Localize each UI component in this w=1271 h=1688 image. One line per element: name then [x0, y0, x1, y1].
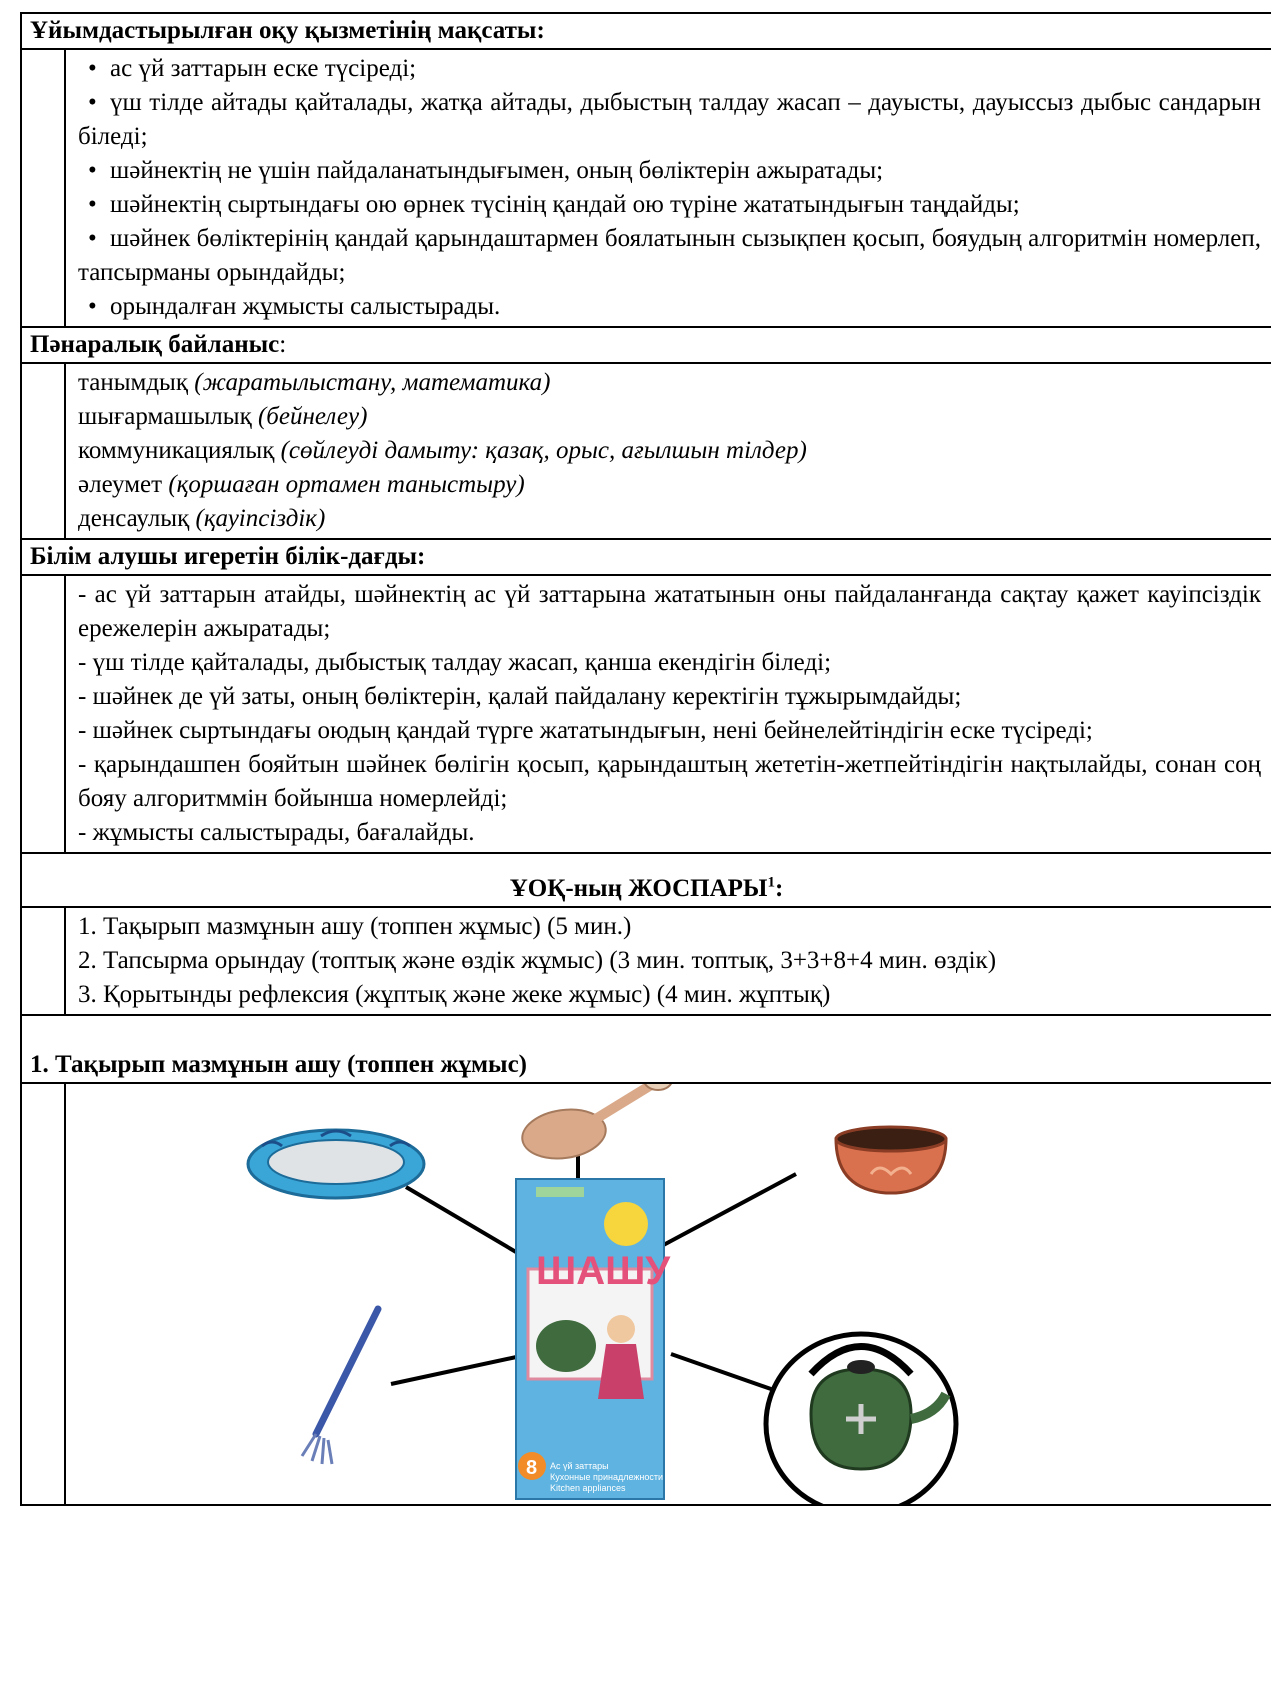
heading-colon: : — [774, 875, 784, 902]
interdisciplinary-item — [78, 434, 1261, 468]
skill-item: - шәйнек сыртындағы оюдың қандай түрге жататындығын, нені бейнелейтіндігін еске түсіреді; — [78, 717, 1093, 744]
skills-heading: Білім алушы игеретін білік-дағды: — [21, 539, 1271, 575]
book-title: ШАШУ — [536, 1249, 671, 1293]
item-detail: (сөйлеуді дамыту: қазақ, орыс, ағылшын тілдер) — [280, 437, 807, 464]
goal-item: • үш тілде айтады қайталады, жатқа айтады, дыбыстың талдау жасап – дауысты, дауыссыз дыбыс сандарын біледі; — [78, 86, 1261, 154]
skill-item: - жұмысты салыстырады, бағалайды. — [78, 819, 475, 846]
goal-item: • орындалған жұмысты салыстырады. — [78, 290, 1261, 324]
gutter-cell — [21, 49, 65, 327]
goals-list — [65, 49, 1271, 327]
section1-heading: 1. Тақырып мазмұнын ашу (топпен жұмыс) — [21, 1015, 1271, 1083]
teapot-icon — [766, 1334, 956, 1504]
interdisciplinary-item — [78, 468, 1261, 502]
gutter-cell — [21, 575, 65, 853]
plan-item: 1. Тақырып мазмұнын ашу (топпен жұмыс) (5 мин.) — [78, 913, 632, 940]
item-name: әлеумет — [78, 471, 169, 498]
plan-heading — [21, 853, 1271, 907]
skill-item: - шәйнек де үй заты, оның бөліктерін, қалай пайдалану керектігін тұжырымдайды; — [78, 683, 962, 710]
fork-icon — [302, 1309, 378, 1464]
plate-icon — [248, 1130, 424, 1198]
kitchen-items-figure — [65, 1083, 1271, 1505]
connector-line — [406, 1187, 516, 1252]
plan-item: 3. Қорытынды рефлексия (жұптық және жеке жұмыс) (4 мин. жұптық) — [78, 981, 831, 1008]
goal-item: • ас үй заттарын еске түсіреді; — [78, 52, 1261, 86]
skill-item: - ас үй заттарын атайды, шәйнектің ас үй заттарына жататынын оны пайдаланғанда сақтау қажет кауіпсіздік ережелерін ажыратады; — [78, 581, 1261, 642]
bowl-icon — [836, 1127, 946, 1193]
skill-item: - қарындашпен бояйтын шәйнек бөлігін қосып, қарындаштың жететін-жетпейтіндігін нақтылайды, сонан соң бояу алгоритммін бойынша номерлейді; — [78, 751, 1261, 812]
item-detail: (қауіпсіздік) — [195, 505, 326, 532]
goal-item: • шәйнек бөліктерінің қандай қарындаштармен боялатынын сызықпен қосып, бояудың алгоритмін номерлеп, тапсырманы орындайды; — [78, 222, 1261, 290]
item-name: шығармашылық — [78, 403, 258, 430]
gutter-cell — [21, 907, 65, 1015]
gutter-cell — [21, 1083, 65, 1505]
book-caption-en: Kitchen appliances — [550, 1483, 626, 1493]
interdisciplinary-heading-text: Пәнаралық байланыс — [30, 331, 280, 358]
goal-item: • шәйнектің не үшін пайдаланатындығымен, оның бөліктерін ажыратады; — [78, 154, 1261, 188]
item-detail: (бейнелеу) — [257, 403, 368, 430]
interdisciplinary-heading — [21, 327, 1271, 363]
footnote-marker: 1 — [767, 874, 775, 891]
book-number: 8 — [526, 1457, 538, 1479]
connector-line — [671, 1354, 771, 1389]
goal-item: • шәйнектің сыртындағы ою өрнек түсінің қандай ою түріне жататындығын таңдайды; — [78, 188, 1261, 222]
item-name: денсаулық — [78, 505, 196, 532]
item-name: коммуникациялық — [78, 437, 281, 464]
lesson-table — [20, 12, 1271, 1506]
book-caption-ru: Кухонные принадлежности — [550, 1472, 663, 1482]
kitchen-items-diagram — [66, 1084, 1271, 1504]
item-name: танымдық — [78, 369, 195, 396]
heading-colon: : — [279, 331, 287, 358]
skills-list — [65, 575, 1271, 853]
plan-heading-text: ҰОҚ-ның ЖОСПАРЫ — [509, 875, 768, 902]
book-cover-icon — [516, 1179, 671, 1499]
connector-line — [656, 1174, 796, 1249]
spoon-icon — [519, 1084, 672, 1164]
skill-item: - үш тілде қайталады, дыбыстық талдау жасап, қанша екендігін біледі; — [78, 649, 832, 676]
plan-item: 2. Тапсырма орындау (топтық және өздік жұмыс) (3 мин. топтық, 3+3+8+4 мин. өздік) — [78, 947, 997, 974]
plan-list — [65, 907, 1271, 1015]
interdisciplinary-item — [78, 502, 1261, 536]
goals-heading: Ұйымдастырылған оқу қызметінің мақсаты: — [21, 13, 1271, 49]
item-detail: (қоршаған ортамен таныстыру) — [168, 471, 525, 498]
item-detail: (жаратылыстану, математика) — [194, 369, 551, 396]
book-caption-kz: Ас үй заттары — [550, 1461, 609, 1471]
interdisciplinary-item — [78, 366, 1261, 400]
gutter-cell — [21, 363, 65, 539]
interdisciplinary-list — [65, 363, 1271, 539]
interdisciplinary-item — [78, 400, 1261, 434]
connector-line — [391, 1356, 521, 1384]
